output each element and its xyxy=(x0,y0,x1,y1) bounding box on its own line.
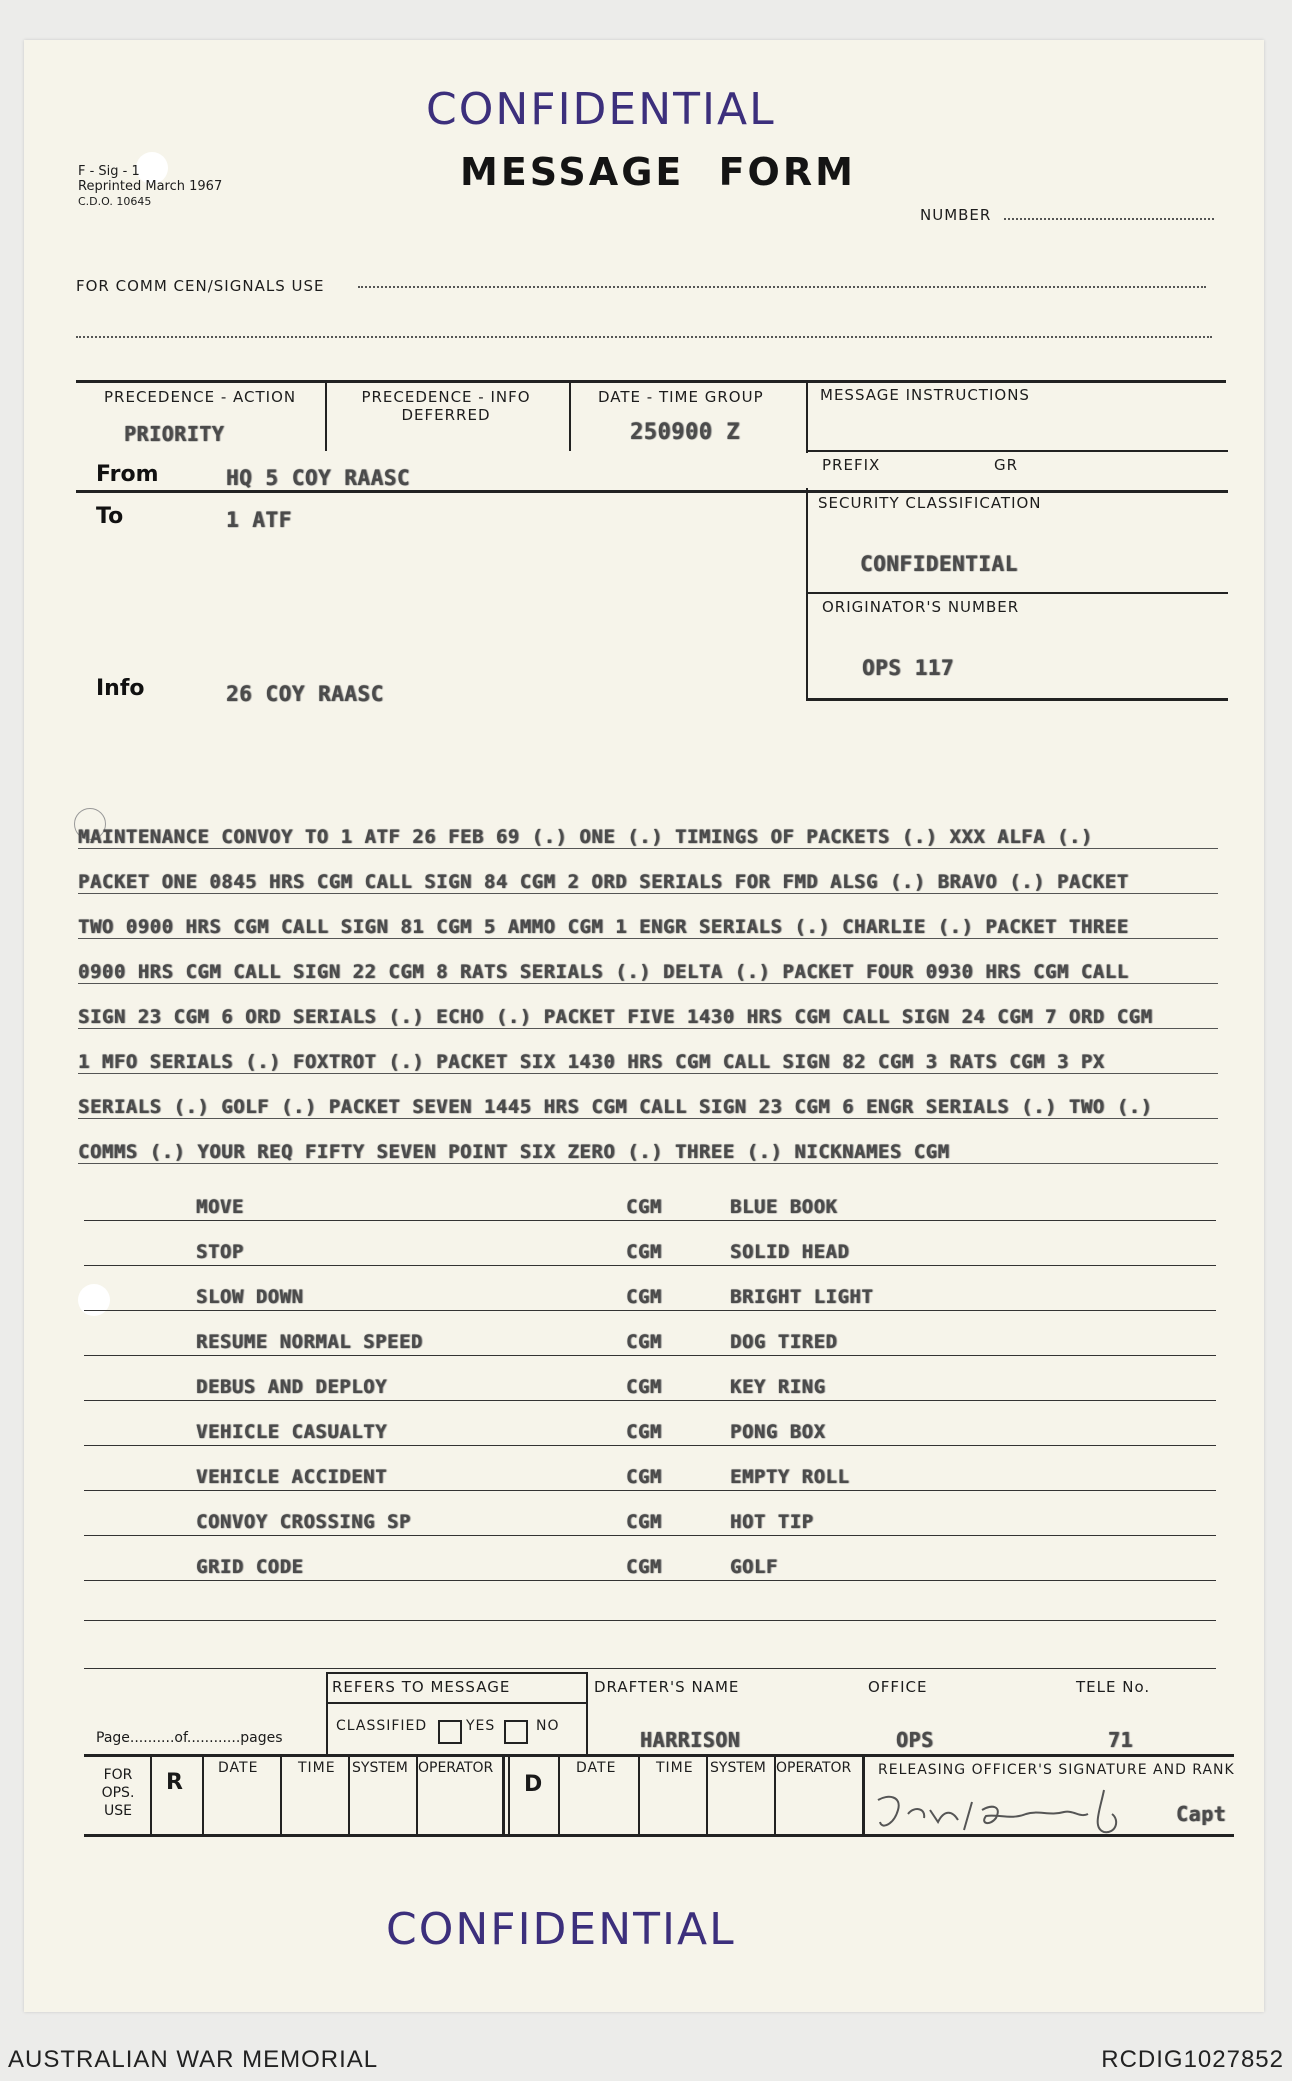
nickname-value: EMPTY ROLL xyxy=(730,1466,850,1488)
message-line: TWO 0900 HRS CGM CALL SIGN 81 CGM 5 AMMO CGM 1 ENGR SERIALS (.) CHARLIE (.) PACKET THREE xyxy=(78,916,1129,938)
ruled-line xyxy=(84,1445,1216,1446)
classified-no-checkbox[interactable] xyxy=(504,1720,528,1744)
divider xyxy=(326,1672,328,1754)
classified-yes-checkbox[interactable] xyxy=(438,1720,462,1744)
nickname-action: MOVE xyxy=(196,1196,244,1218)
nickname-value: GOLF xyxy=(730,1556,778,1578)
nickname-value: KEY RING xyxy=(730,1376,826,1398)
releasing-officer-label: RELEASING OFFICER'S SIGNATURE AND RANK xyxy=(878,1762,1235,1778)
ruled-line xyxy=(84,1400,1216,1401)
precedence-action-label: PRECEDENCE - ACTION xyxy=(104,388,297,406)
comm-cen-field[interactable] xyxy=(358,286,1206,288)
divider xyxy=(806,381,808,453)
nickname-action: VEHICLE CASUALTY xyxy=(196,1421,388,1443)
tele-no-value[interactable]: 71 xyxy=(1108,1728,1134,1752)
ruled-line xyxy=(78,848,1218,849)
ruled-line xyxy=(84,1535,1216,1536)
divider xyxy=(280,1755,282,1835)
time-label-d: TIME xyxy=(656,1760,694,1776)
confidential-stamp-top: CONFIDENTIAL xyxy=(426,84,776,135)
security-classification-label: SECURITY CLASSIFICATION xyxy=(818,494,1042,512)
nickname-separator: CGM xyxy=(626,1511,662,1533)
message-line: COMMS (.) YOUR REQ FIFTY SEVEN POINT SIX ZERO (.) THREE (.) NICKNAMES CGM xyxy=(78,1141,950,1163)
nickname-separator: CGM xyxy=(626,1466,662,1488)
divider xyxy=(348,1755,350,1835)
date-label-r: DATE xyxy=(218,1760,259,1776)
security-classification-value[interactable]: CONFIDENTIAL xyxy=(860,552,1018,576)
from-value[interactable]: HQ 5 COY RAASC xyxy=(226,466,411,490)
confidential-stamp-bottom: CONFIDENTIAL xyxy=(386,1904,736,1955)
nickname-value: PONG BOX xyxy=(730,1421,826,1443)
divider xyxy=(806,698,1228,701)
divider xyxy=(806,488,808,700)
nickname-separator: CGM xyxy=(626,1241,662,1263)
precedence-info-label xyxy=(326,388,566,424)
nickname-separator: CGM xyxy=(626,1556,662,1578)
ruled-line xyxy=(84,1490,1216,1491)
system-label-r: SYSTEM xyxy=(352,1760,408,1776)
operator-label-d: OPERATOR xyxy=(776,1760,852,1776)
nickname-action: RESUME NORMAL SPEED xyxy=(196,1331,423,1353)
number-field[interactable] xyxy=(1004,218,1214,220)
date-label-d: DATE xyxy=(576,1760,617,1776)
divider xyxy=(76,380,1226,383)
divider xyxy=(862,1755,865,1835)
ruled-line xyxy=(78,893,1218,894)
message-line: MAINTENANCE CONVOY TO 1 ATF 26 FEB 69 (.) ONE (.) TIMINGS OF PACKETS (.) XXX ALFA (.) xyxy=(78,826,1093,848)
no-label: NO xyxy=(536,1718,560,1734)
ruled-line xyxy=(78,1028,1218,1029)
comm-cen-label: FOR COMM CEN/SIGNALS USE xyxy=(76,277,325,295)
releasing-officer-rank: Capt xyxy=(1176,1802,1227,1826)
ruled-line xyxy=(84,1310,1216,1311)
originators-number-label: ORIGINATOR'S NUMBER xyxy=(822,598,1020,616)
divider xyxy=(326,1702,586,1704)
ruled-line xyxy=(78,983,1218,984)
drafters-name-label: DRAFTER'S NAME xyxy=(594,1678,740,1696)
for-ops-use-label xyxy=(88,1766,148,1820)
divider xyxy=(569,381,571,451)
to-value[interactable]: 1 ATF xyxy=(226,508,292,532)
for-ops-line: USE xyxy=(104,1803,132,1819)
archive-caption-left: AUSTRALIAN WAR MEMORIAL xyxy=(8,2046,379,2073)
message-line: 0900 HRS CGM CALL SIGN 22 CGM 8 RATS SERIALS (.) DELTA (.) PACKET FOUR 0930 HRS CGM CALL xyxy=(78,961,1129,983)
divider xyxy=(76,490,1228,493)
message-instructions-label: MESSAGE INSTRUCTIONS xyxy=(820,386,1030,404)
originators-number-value[interactable]: OPS 117 xyxy=(862,656,955,680)
ruled-line xyxy=(84,1220,1216,1221)
nickname-action: STOP xyxy=(196,1241,244,1263)
form-code-line: F - Sig - 1 xyxy=(78,164,140,179)
classified-label: CLASSIFIED xyxy=(336,1718,428,1734)
nickname-separator: CGM xyxy=(626,1286,662,1308)
divider xyxy=(150,1755,152,1835)
ruled-line xyxy=(84,1620,1216,1621)
number-label: NUMBER xyxy=(920,206,992,224)
ruled-line xyxy=(78,1073,1218,1074)
divider xyxy=(202,1755,204,1835)
divider xyxy=(806,450,1228,452)
for-ops-line: OPS. xyxy=(101,1785,135,1801)
nickname-separator: CGM xyxy=(626,1196,662,1218)
dtg-label: DATE - TIME GROUP xyxy=(598,388,764,406)
form-reprint-line: Reprinted March 1967 xyxy=(78,179,223,194)
releasing-officer-signature xyxy=(868,1780,1208,1850)
ruled-line xyxy=(84,1580,1216,1581)
nickname-value: BRIGHT LIGHT xyxy=(730,1286,874,1308)
precedence-info-label-line2: DEFERRED xyxy=(401,406,491,424)
divider xyxy=(326,1672,586,1674)
nickname-action: GRID CODE xyxy=(196,1556,304,1578)
d-label: D xyxy=(524,1772,543,1797)
ruled-line xyxy=(84,1355,1216,1356)
punch-hole xyxy=(78,1284,110,1316)
precedence-info-label-line1: PRECEDENCE - INFO xyxy=(361,388,531,406)
precedence-action-value[interactable]: PRIORITY xyxy=(124,422,225,446)
divider xyxy=(84,1754,1234,1757)
office-value[interactable]: OPS xyxy=(896,1728,934,1752)
system-label-d: SYSTEM xyxy=(710,1760,766,1776)
time-label-r: TIME xyxy=(298,1760,336,1776)
info-label: Info xyxy=(96,676,145,701)
divider xyxy=(586,1672,588,1754)
message-line: SIGN 23 CGM 6 ORD SERIALS (.) ECHO (.) PACKET FIVE 1430 HRS CGM CALL SIGN 24 CGM 7 ORD CGM xyxy=(78,1006,1153,1028)
form-title: MESSAGE FORM xyxy=(460,150,856,194)
nickname-value: SOLID HEAD xyxy=(730,1241,850,1263)
archive-caption-right: RCDIG1027852 xyxy=(1101,2046,1284,2073)
form-code-block xyxy=(78,164,258,209)
message-line: 1 MFO SERIALS (.) FOXTROT (.) PACKET SIX 1430 HRS CGM CALL SIGN 82 CGM 3 RATS CGM 3 PX xyxy=(78,1051,1105,1073)
operator-label-r: OPERATOR xyxy=(418,1760,494,1776)
form-cdo-line: C.D.O. 10645 xyxy=(78,195,152,208)
gr-label: GR xyxy=(994,456,1019,474)
divider xyxy=(558,1755,560,1835)
ruled-line xyxy=(78,938,1218,939)
ruled-line xyxy=(78,1163,1218,1164)
message-line: PACKET ONE 0845 HRS CGM CALL SIGN 84 CGM 2 ORD SERIALS FOR FMD ALSG (.) BRAVO (.) PACKET xyxy=(78,871,1129,893)
nickname-separator: CGM xyxy=(626,1421,662,1443)
divider xyxy=(508,1755,510,1835)
divider xyxy=(706,1755,708,1835)
r-label: R xyxy=(166,1770,183,1795)
divider xyxy=(638,1755,640,1835)
from-label: From xyxy=(96,462,159,487)
info-value[interactable]: 26 COY RAASC xyxy=(226,682,384,706)
nickname-value: BLUE BOOK xyxy=(730,1196,838,1218)
drafters-name-value[interactable]: HARRISON xyxy=(640,1728,741,1752)
dtg-value[interactable]: 250900 Z xyxy=(630,420,740,445)
office-label: OFFICE xyxy=(868,1678,928,1696)
divider xyxy=(502,1755,505,1835)
comm-cen-field-line2[interactable] xyxy=(76,336,1212,338)
ruled-line xyxy=(78,1118,1218,1119)
nickname-action: SLOW DOWN xyxy=(196,1286,304,1308)
nickname-separator: CGM xyxy=(626,1331,662,1353)
nickname-action: DEBUS AND DEPLOY xyxy=(196,1376,388,1398)
yes-label: YES xyxy=(466,1718,496,1734)
to-label: To xyxy=(96,504,124,529)
nickname-separator: CGM xyxy=(626,1376,662,1398)
for-ops-line: FOR xyxy=(103,1767,133,1783)
ruled-line xyxy=(84,1265,1216,1266)
message-line: SERIALS (.) GOLF (.) PACKET SEVEN 1445 HRS CGM CALL SIGN 23 CGM 6 ENGR SERIALS (.) TWO (.) xyxy=(78,1096,1153,1118)
ruled-line xyxy=(84,1668,1216,1669)
prefix-label: PREFIX xyxy=(822,456,881,474)
page-count-label: Page..........of............pages xyxy=(96,1730,283,1746)
nickname-action: CONVOY CROSSING SP xyxy=(196,1511,411,1533)
nickname-value: DOG TIRED xyxy=(730,1331,838,1353)
refers-to-message-label: REFERS TO MESSAGE xyxy=(332,1678,511,1696)
nickname-action: VEHICLE ACCIDENT xyxy=(196,1466,388,1488)
tele-no-label: TELE No. xyxy=(1076,1678,1151,1696)
divider xyxy=(806,592,1228,594)
nickname-value: HOT TIP xyxy=(730,1511,814,1533)
